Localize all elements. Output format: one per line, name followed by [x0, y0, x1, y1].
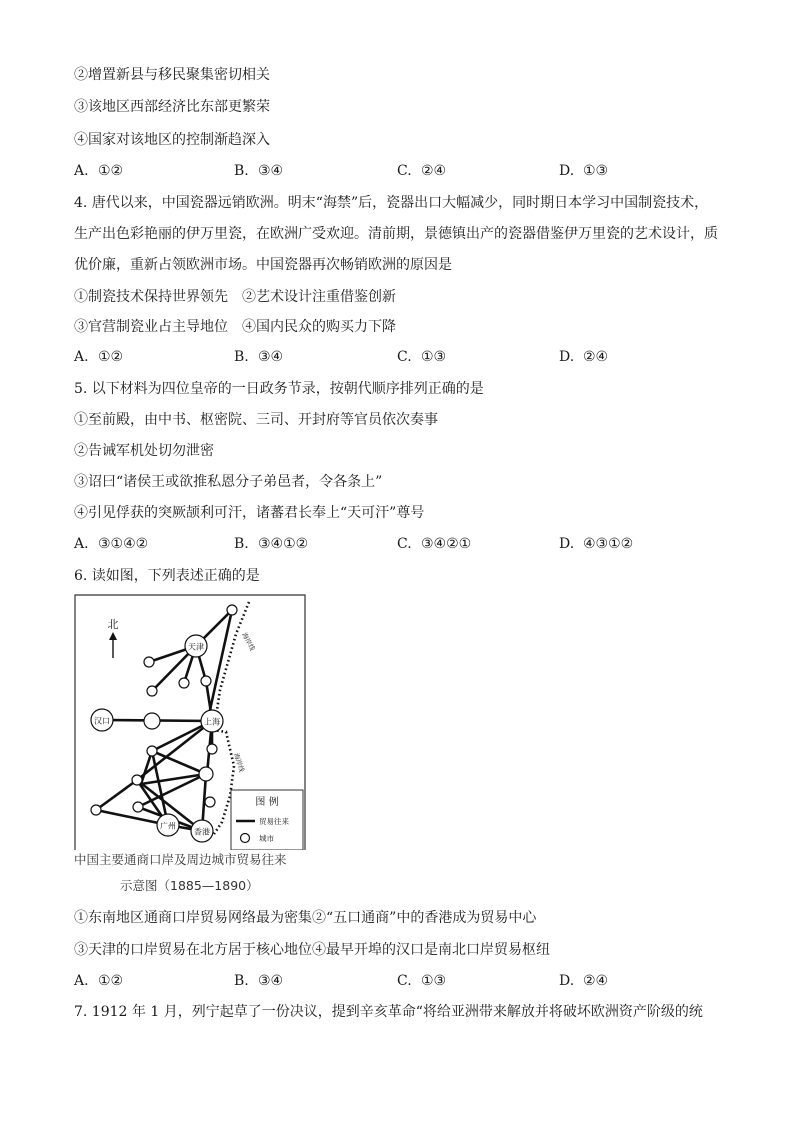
- q4-option-c[interactable]: C. ①③: [397, 349, 447, 365]
- city-label-hongkong: 香港: [194, 827, 210, 837]
- city-node: [144, 713, 160, 729]
- city-node: [205, 797, 215, 807]
- q6-stem: 6. 读如图，下列表述正确的是: [74, 568, 260, 584]
- q3-option-b[interactable]: B. ③④: [234, 163, 284, 179]
- trade-network-map: [74, 594, 306, 850]
- city-node: [199, 767, 213, 781]
- q6-option-d[interactable]: D. ②④: [559, 973, 609, 989]
- city-hongkong: [191, 820, 213, 842]
- q6-items-line-2: ③天津的口岸贸易在北方居于核心地位④最早开埠的汉口是南北口岸贸易枢纽: [74, 942, 550, 958]
- city-node: [227, 605, 237, 615]
- city-label-shanghai: 上海: [204, 717, 220, 727]
- q4-option-a[interactable]: A. ①②: [74, 349, 124, 365]
- q3-option-c[interactable]: C. ②④: [397, 163, 447, 179]
- q3-option-a[interactable]: A. ①②: [74, 163, 124, 179]
- q4-stem-line-3: 优价廉，重新占领欧洲市场。中国瓷器再次畅销欧洲的原因是: [74, 257, 452, 273]
- city-node: [147, 686, 157, 696]
- q6-items-line-1: ①东南地区通商口岸贸易网络最为密集②“五口通商”中的香港成为贸易中心: [74, 910, 537, 926]
- city-guangzhou: [157, 814, 179, 836]
- coast-label-north: 海岸线: [240, 631, 257, 653]
- figure-caption-line-1: 中国主要通商口岸及周边城市贸易往来: [74, 852, 287, 867]
- q4-option-b[interactable]: B. ③④: [234, 349, 284, 365]
- q4-options: [74, 347, 714, 367]
- q6-option-c[interactable]: C. ①③: [397, 973, 447, 989]
- q5-options: [74, 534, 714, 554]
- q5-option-d[interactable]: D. ④③①②: [559, 536, 634, 552]
- legend-city-label: 城市: [259, 834, 274, 843]
- q5-option-b[interactable]: B. ③④①②: [234, 536, 309, 552]
- figure-caption-line-2: 示意图（1885—1890）: [120, 878, 259, 893]
- q4-stem-line-1: 4. 唐代以来，中国瓷器远销欧洲。明末“海禁”后，瓷器出口大幅减少，同时期日本学习中国制瓷技术，: [74, 195, 709, 211]
- q4-stem-line-2: 生产出色彩艳丽的伊万里瓷，在欧洲广受欢迎。清前期，景德镇出产的瓷器借鉴伊万里瓷的艺术设计，质: [74, 226, 718, 242]
- q3-option-d[interactable]: D. ①③: [559, 163, 609, 179]
- q7-stem: 7. 1912 年 1 月，列宁起草了一份决议，提到辛亥革命“将给亚洲带来解放并将破坏欧洲资产阶级的统: [74, 1004, 703, 1020]
- q3-item-4: ④国家对该地区的控制渐趋深入: [74, 132, 270, 148]
- city-node: [144, 657, 154, 667]
- city-node: [179, 678, 189, 688]
- legend-city-swatch: [241, 834, 250, 843]
- q5-option-c[interactable]: C. ③④②①: [397, 536, 472, 552]
- q5-item-4: ④引见俘获的突厥颉利可汗，诸蕃君长奉上“天可汗”尊号: [74, 505, 425, 521]
- city-shanghai: [201, 710, 223, 732]
- city-label-tianjin: 天津: [188, 642, 204, 652]
- city-hankou: [91, 709, 113, 731]
- q3-item-2: ②增置新县与移民聚集密切相关: [74, 67, 270, 83]
- q4-option-d[interactable]: D. ②④: [559, 349, 609, 365]
- route: [96, 780, 137, 810]
- city-node: [207, 744, 217, 754]
- map-legend: [231, 790, 303, 850]
- q5-stem: 5. 以下材料为四位皇帝的一日政务节录，按朝代顺序排列正确的是: [74, 381, 484, 397]
- route: [208, 610, 232, 719]
- q4-items-line-2: ③官营制瓷业占主导地位 ④国内民众的购买力下降: [74, 319, 396, 335]
- q6-option-b[interactable]: B. ③④: [234, 973, 284, 989]
- legend-trade-label: 贸易往来: [259, 817, 289, 826]
- city-label-guangzhou: 广州: [160, 821, 176, 831]
- q6-option-a[interactable]: A. ①②: [74, 973, 124, 989]
- q4-items-line-1: ①制瓷技术保持世界领先 ②艺术设计注重借鉴创新: [74, 289, 396, 305]
- north-label: 北: [107, 618, 119, 631]
- city-label-hankou: 汉口: [94, 716, 110, 726]
- q3-item-3: ③该地区西部经济比东部更繁荣: [74, 99, 270, 115]
- city-node: [147, 746, 157, 756]
- coast-label-south: 海岸线: [232, 752, 246, 774]
- q6-options: [74, 971, 714, 991]
- legend-title: 图 例: [255, 797, 279, 808]
- city-node: [132, 775, 142, 785]
- q5-item-2: ②告诫军机处切勿泄密: [74, 443, 214, 459]
- city-tianjin: [185, 635, 207, 657]
- city-node: [91, 805, 101, 815]
- city-node: [133, 802, 143, 812]
- q5-item-1: ①至前殿，由中书、枢密院、三司、开封府等官员依次奏事: [74, 412, 438, 428]
- q5-option-a[interactable]: A. ③①④②: [74, 536, 149, 552]
- q5-item-3: ③诏曰“诸侯王或欲推私恩分子弟邑者，令各条上”: [74, 474, 383, 490]
- q3-options: [74, 161, 714, 181]
- city-node: [201, 676, 211, 686]
